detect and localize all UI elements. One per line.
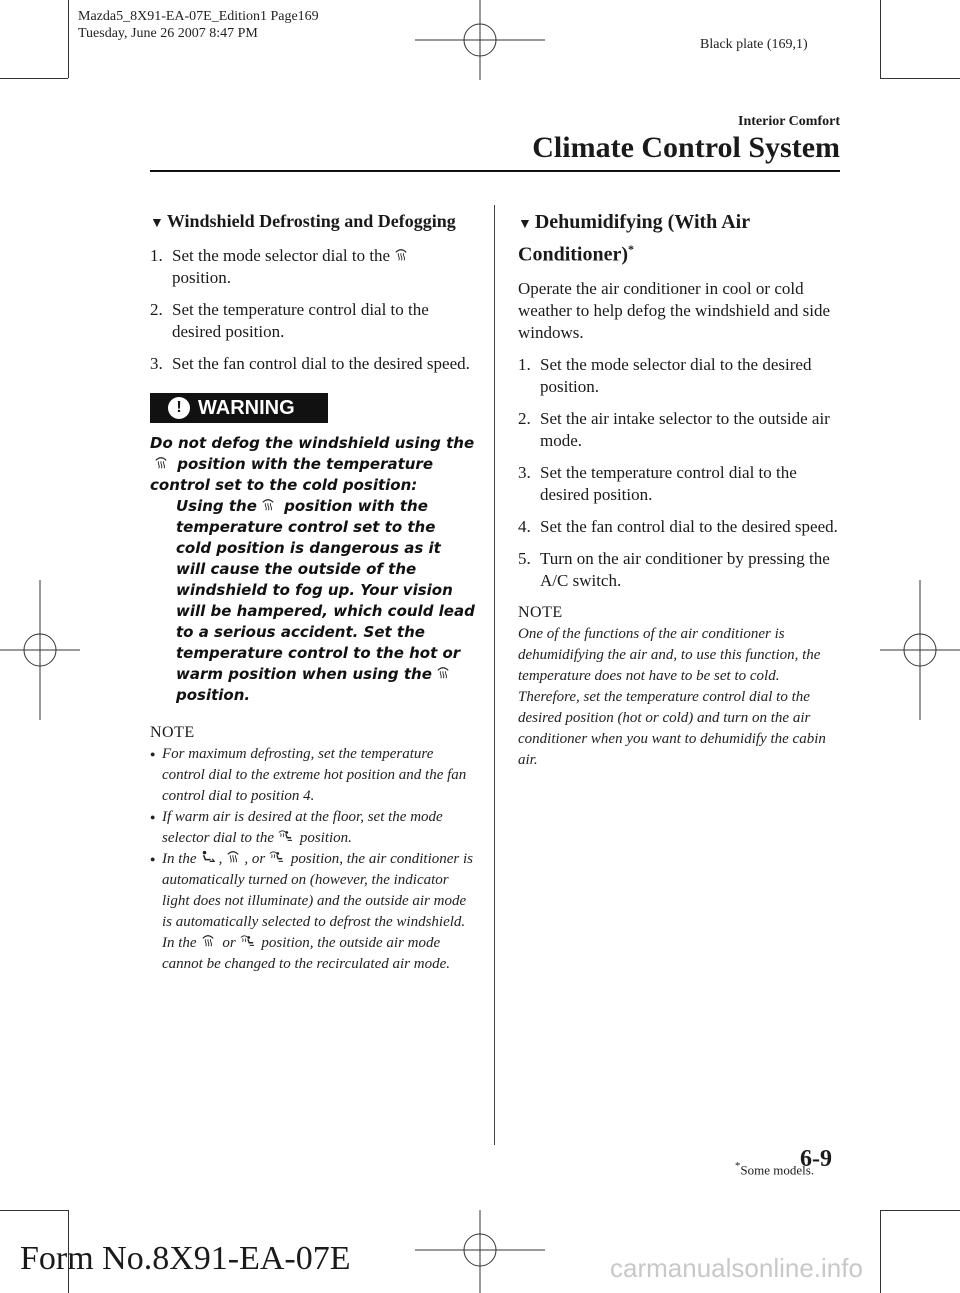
column-divider <box>494 205 495 1145</box>
floor-defroster-icon <box>268 850 284 864</box>
triangle-marker-icon: ▼ <box>518 217 532 232</box>
warning-body: Using the position with the temperature control set to the cold position is dangerous as it will cause the outside of the windshield to fog up. Your vision will be hampered, which could lead to a serious accident. Set the temperature control to the hot or warm position when using the position. <box>176 497 475 704</box>
defroster-icon <box>435 666 451 680</box>
floor-defroster-icon <box>277 829 293 843</box>
step-2: 2. Set the air intake selector to the outside air mode. <box>518 408 830 450</box>
header-rule <box>150 170 840 172</box>
watermark: carmanualsonline.info <box>610 1253 863 1283</box>
chapter-title: Climate Control System <box>532 131 840 164</box>
registration-mark-right <box>880 580 960 720</box>
print-header <box>78 8 319 42</box>
note-item: ● For maximum defrosting, set the temperature control dial to the extreme hot position and the fan control dial to position 4. <box>150 744 475 807</box>
step-3: 3. Set the fan control dial to the desired speed. <box>150 354 470 373</box>
note-item: ● In the , , or position, the air conditioner is automatically turned on (however, the indicator light does not illuminate) and the outside air mode is automatically selected to defrost the windshield. In the or position, the outside air mode cannot be changed to the recirculated air mode. <box>150 849 475 975</box>
warning-text: Do not defog the windshield using the position with the temperature control set to the cold position: Using the position with the temperature control set to the cold position is dangerous as it will cause the outside of the windshield to fog up. Your vision will be hampered, which could lead to a serious accident. Set the temperature control to the hot or warm position when using the position. <box>150 434 475 704</box>
print-header-file: Mazda5_8X91-EA-07E_Edition1 Page169 <box>78 9 319 24</box>
step-2: 2. Set the temperature control dial to the desired position. <box>150 300 429 341</box>
dehumidify-steps <box>518 354 840 592</box>
note-label: NOTE <box>150 724 195 741</box>
triangle-marker-icon: ▼ <box>150 216 164 231</box>
registration-mark-left <box>0 580 80 720</box>
defrost-steps <box>150 245 475 375</box>
defroster-icon <box>153 456 169 470</box>
intro-text: Operate the air conditioner in cool or cold weather to help defog the windshield and side windows. <box>518 278 831 342</box>
step-1: 1. Set the mode selector dial to the desired position. <box>518 354 812 396</box>
warning-banner: ! WARNING <box>150 393 328 423</box>
left-column <box>150 210 475 975</box>
defroster-icon <box>200 934 216 948</box>
note-item: ● If warm air is desired at the floor, set the mode selector dial to the position. <box>150 807 475 849</box>
note-list <box>150 744 475 975</box>
note-label: NOTE <box>518 603 563 621</box>
registration-mark-top <box>415 0 545 80</box>
footnote: *Some models. <box>735 1160 815 1178</box>
defroster-icon <box>393 248 409 262</box>
form-number: Form No.8X91-EA-07E <box>20 1240 351 1277</box>
left-heading: ▼ Windshield Defrosting and Defogging <box>150 211 456 231</box>
page-number: 6-9 <box>800 1146 832 1172</box>
note-text: One of the functions of the air conditioner is dehumidifying the air and, to use this function, the temperature does not have to be set to cold. Therefore, set the temperature control dial to the desired position (hot or cold) and turn on the air conditioner when you want to dehumidify the cabin air. <box>518 625 826 768</box>
floor-defroster-icon <box>239 934 255 948</box>
step-1: 1. Set the mode selector dial to the position. <box>150 245 475 289</box>
step-3: 3. Set the temperature control dial to the desired position. <box>518 462 797 504</box>
section-title: Interior Comfort <box>738 114 840 129</box>
right-column <box>518 210 840 771</box>
step-5: 5. Turn on the air conditioner by pressing the A/C switch. <box>518 548 830 590</box>
plate-label: Black plate (169,1) <box>700 37 808 52</box>
floor-icon <box>200 850 216 864</box>
warning-icon: ! <box>168 397 190 419</box>
defroster-icon <box>260 498 276 512</box>
right-heading: ▼ Dehumidifying (With Air Conditioner)* <box>518 211 750 266</box>
step-4: 4. Set the fan control dial to the desired speed. <box>518 516 838 536</box>
print-header-date: Tuesday, June 26 2007 8:47 PM <box>78 26 258 41</box>
registration-mark-bottom <box>415 1210 545 1293</box>
some-models-star: * <box>628 242 634 256</box>
defroster-icon <box>225 850 241 864</box>
